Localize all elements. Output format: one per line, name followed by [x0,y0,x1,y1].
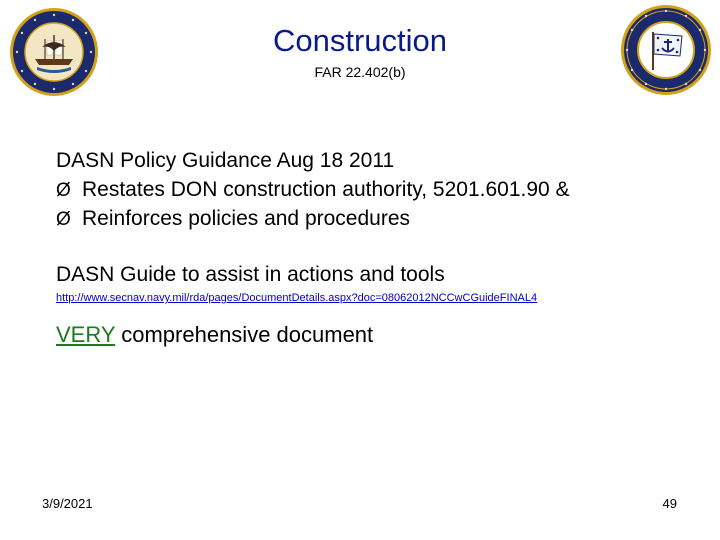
bullet-item [56,205,410,234]
footer-date: 3/9/2021 [42,496,93,511]
bullet-item [56,176,570,205]
dasn-guide-line: DASN Guide to assist in actions and tools [56,263,445,286]
comprehensive-line [56,321,373,349]
guide-link[interactable]: http://www.secnav.navy.mil/rda/pages/DocumentDetails.aspx?doc=08062012NCCwCGuideFINAL4 [56,292,538,304]
arrow-bullet-icon: Ø [56,209,71,230]
slide-subtitle: FAR 22.402(b) [314,64,406,80]
slide-title: Construction [272,23,448,58]
arrow-bullet-icon: Ø [56,180,71,201]
bullet-text: Reinforces policies and procedures [82,207,411,230]
page-number: 49 [662,496,677,511]
comprehensive-text: comprehensive document [115,322,374,347]
bullet-text: Restates DON construction authority, 5201.601.90 & [82,178,570,201]
very-emphasis: VERY [56,322,116,347]
policy-guidance-line: DASN Policy Guidance Aug 18 2011 [56,149,395,172]
